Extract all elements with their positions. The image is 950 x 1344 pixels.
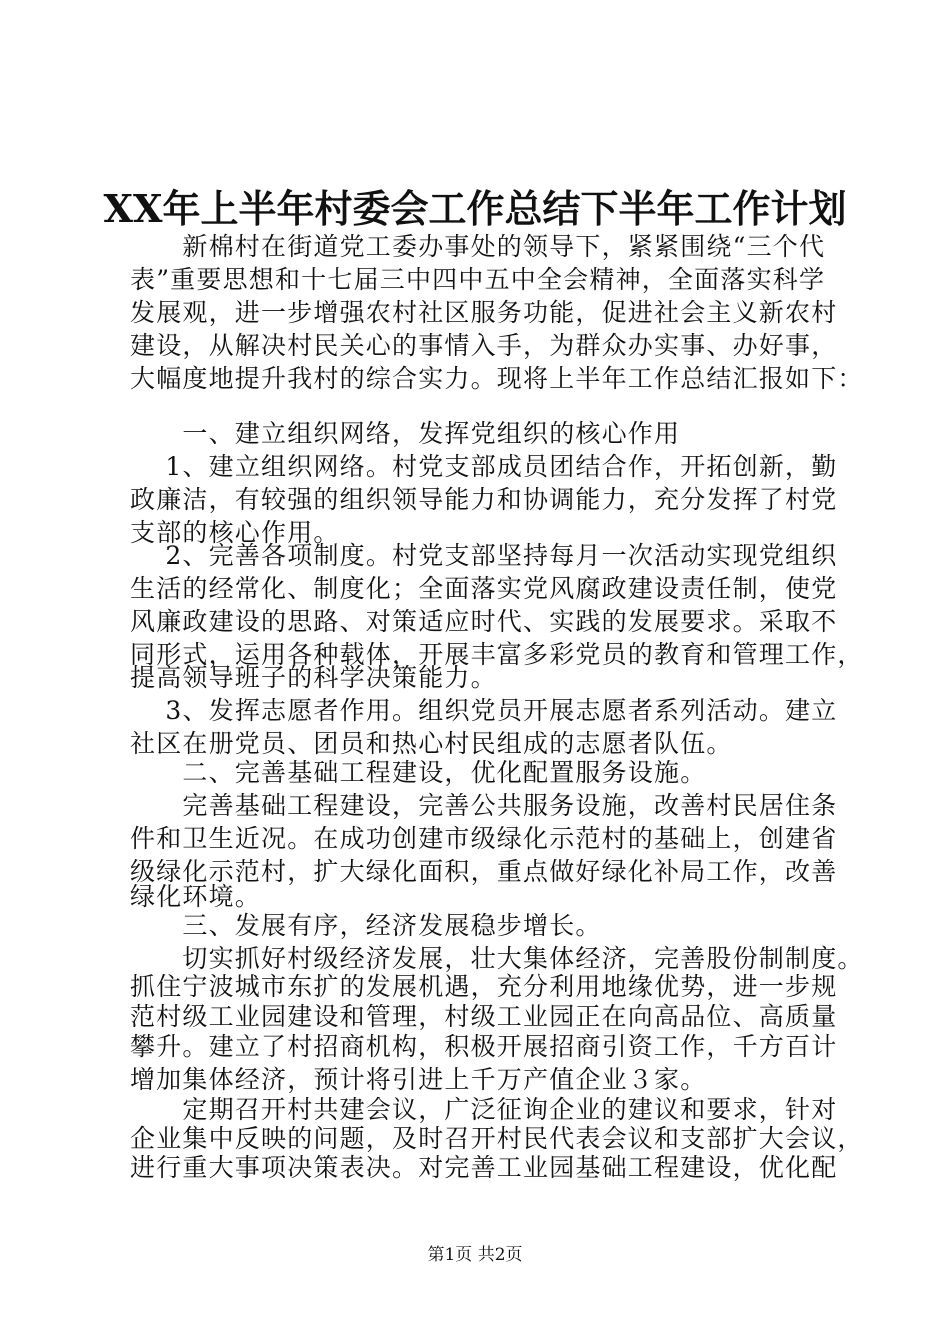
section-heading-1: 一、建立组织网络，发挥党组织的核心作用 xyxy=(130,419,681,448)
body-line: 生活的经常化、制度化；全面落实党风腐政建设责任制，使党 xyxy=(130,574,838,603)
page-number-footer: 第1页 共2页 xyxy=(427,1245,523,1265)
body-line: 企业集中反映的问题，及时召开村民代表会议和支部扩大会议， xyxy=(130,1124,864,1153)
body-line: 切实抓好村级经济发展，壮大集体经济，完善股份制制度。 xyxy=(130,944,864,973)
document-title: XX年上半年村委会工作总结下半年工作计划 xyxy=(103,186,847,231)
body-line: 风廉政建设的思路、对策适应时代、实践的发展要求。采取不 xyxy=(130,607,838,636)
body-line: 级绿化示范村，扩大绿化面积，重点做好绿化补局工作，改善 xyxy=(130,857,838,886)
body-line: 2、完善各项制度。村党支部坚持每月一次活动实现党组织 xyxy=(130,541,838,570)
body-line: 1、建立组织网络。村党支部成员团结合作，开拓创新，勤 xyxy=(130,452,838,481)
body-line: 抓住宁波城市东扩的发展机遇，充分利用地缘优势，进一步规 xyxy=(130,972,838,1001)
body-line: 提高领导班子的科学决策能力。 xyxy=(130,663,497,692)
body-line: 表”重要思想和十七届三中四中五中全会精神，全面落实科学 xyxy=(130,265,826,294)
body-line: 范村级工业园建设和管理，村级工业园正在向高品位、高质量 xyxy=(130,1002,838,1031)
body-line: 完善基础工程建设，完善公共服务设施，改善村民居住条 xyxy=(130,791,838,820)
body-line: 社区在册党员、团员和热心村民组成的志愿者队伍。 xyxy=(130,729,733,758)
body-line: 进行重大事项决策表决。对完善工业园基础工程建设，优化配 xyxy=(130,1153,838,1182)
body-line: 定期召开村共建会议，广泛征询企业的建议和要求，针对 xyxy=(130,1095,838,1124)
body-line: 支部的核心作用。 xyxy=(130,518,340,547)
body-line: 发展观，进一步增强农村社区服务功能，促进社会主义新农村 xyxy=(130,298,838,327)
body-line: 绿化环境。 xyxy=(130,882,262,911)
body-line: 增加集体经济，预计将引进上千万产值企业３家。 xyxy=(130,1065,707,1094)
body-line: 新棉村在街道党工委办事处的领导下，紧紧围绕“三个代 xyxy=(130,232,826,261)
section-heading-3: 三、发展有序，经济发展稳步增长。 xyxy=(130,911,602,940)
body-line: 同形式，运用各种载体，开展丰富多彩党员的教育和管理工作， xyxy=(130,640,864,669)
body-line: 大幅度地提升我村的综合实力。现将上半年工作总结汇报如下： xyxy=(130,364,864,393)
section-heading-2: 二、完善基础工程建设，优化配置服务设施。 xyxy=(130,758,707,787)
body-line: 攀升。建立了村招商机构，积极开展招商引资工作，千方百计 xyxy=(130,1032,838,1061)
body-line: 建设，从解决村民关心的事情入手，为群众办实事、办好事， xyxy=(130,331,838,360)
body-line: 3、发挥志愿者作用。组织党员开展志愿者系列活动。建立 xyxy=(130,696,838,725)
body-line: 政廉洁，有较强的组织领导能力和协调能力，充分发挥了村党 xyxy=(130,485,838,514)
body-line: 件和卫生近况。在成功创建市级绿化示范村的基础上，创建省 xyxy=(130,824,838,853)
